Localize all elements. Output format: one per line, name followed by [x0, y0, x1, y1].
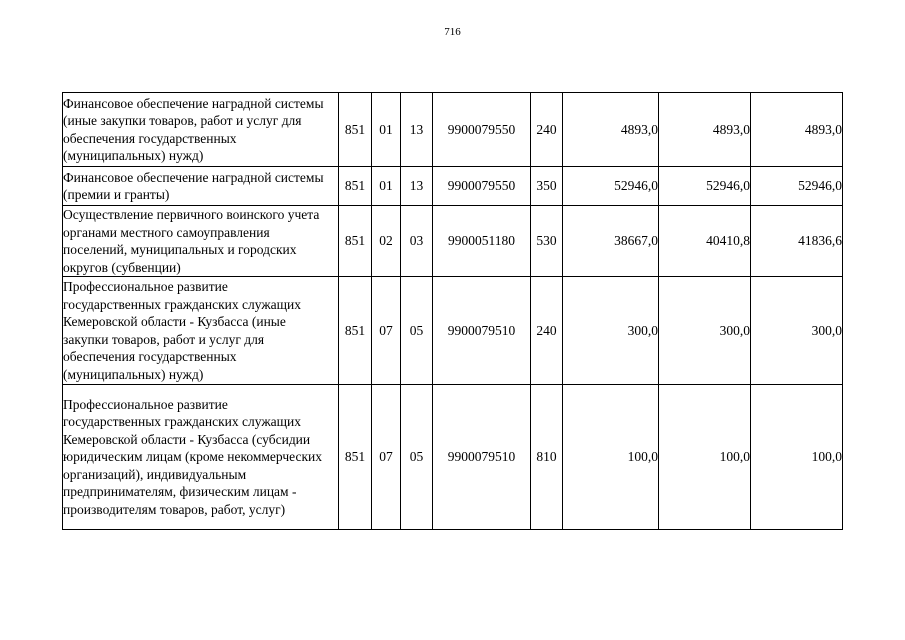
- amount-cell-3: 41836,6: [751, 206, 843, 277]
- table-row: [63, 167, 843, 206]
- amount-cell-3: 52946,0: [751, 167, 843, 206]
- description-line: предпринимателям, физическим лицам -: [63, 484, 297, 500]
- description-line: (муниципальных) нужд): [63, 148, 204, 163]
- expense-type-cell: 350: [531, 167, 563, 206]
- admin-code-cell: 851: [339, 167, 372, 206]
- description-line: (премии и гранты): [63, 187, 170, 202]
- expense-type-cell: 240: [531, 277, 563, 385]
- amount-cell-3: 300,0: [751, 277, 843, 385]
- description-line: государственных гражданских служащих: [63, 296, 302, 312]
- amount-cell-2: 300,0: [659, 277, 751, 385]
- target-article-cell: 9900079510: [433, 385, 531, 530]
- subsection-cell: 03: [401, 206, 433, 277]
- description-line: Финансовое обеспечение наградной системы: [63, 95, 324, 111]
- subsection-cell: 13: [401, 93, 433, 167]
- description-line: поселений, муниципальных и городских: [63, 242, 297, 257]
- table-row: [63, 206, 843, 277]
- admin-code-cell: 851: [339, 206, 372, 277]
- description-cell: [63, 385, 339, 530]
- description-cell: [63, 167, 339, 206]
- section-cell: 07: [372, 385, 401, 530]
- admin-code-cell: 851: [339, 277, 372, 385]
- amount-cell-1: 100,0: [563, 385, 659, 530]
- description-line: органами местного самоуправления: [63, 224, 270, 240]
- description-line: обеспечения государственных: [63, 130, 237, 146]
- expense-type-cell: 810: [531, 385, 563, 530]
- amount-cell-1: 52946,0: [563, 167, 659, 206]
- description-line: Профессиональное развитие: [63, 279, 228, 294]
- subsection-cell: 05: [401, 277, 433, 385]
- description-line: Кемеровской области - Кузбасса (иные: [63, 314, 286, 329]
- amount-cell-2: 4893,0: [659, 93, 751, 167]
- section-cell: 01: [372, 167, 401, 206]
- budget-table: [62, 92, 843, 530]
- amount-cell-3: 100,0: [751, 385, 843, 530]
- expense-type-cell: 240: [531, 93, 563, 167]
- description-line: обеспечения государственных: [63, 349, 237, 364]
- description-cell: [63, 277, 339, 385]
- amount-cell-2: 100,0: [659, 385, 751, 530]
- description-cell: [63, 206, 339, 277]
- target-article-cell: 9900079550: [433, 93, 531, 167]
- section-cell: 07: [372, 277, 401, 385]
- description-line: организаций), индивидуальным: [63, 466, 247, 482]
- section-cell: 02: [372, 206, 401, 277]
- target-article-cell: 9900079510: [433, 277, 531, 385]
- section-cell: 01: [372, 93, 401, 167]
- description-line: Финансовое обеспечение наградной системы: [63, 169, 324, 185]
- admin-code-cell: 851: [339, 385, 372, 530]
- description-cell: [63, 93, 339, 167]
- description-line: закупки товаров, работ и услуг для: [63, 331, 265, 347]
- description-line: производителям товаров, работ, услуг): [63, 501, 286, 517]
- target-article-cell: 9900051180: [433, 206, 531, 277]
- description-line: Кемеровской области - Кузбасса (субсидии: [63, 431, 311, 447]
- description-line: Осуществление первичного воинского учета: [63, 207, 320, 222]
- subsection-cell: 05: [401, 385, 433, 530]
- amount-cell-3: 4893,0: [751, 93, 843, 167]
- amount-cell-1: 300,0: [563, 277, 659, 385]
- description-line: округов (субвенции): [63, 259, 181, 275]
- description-line: юридическим лицам (кроме некоммерческих: [63, 449, 322, 465]
- target-article-cell: 9900079550: [433, 167, 531, 206]
- description-line: (иные закупки товаров, работ и услуг для: [63, 113, 302, 128]
- expense-type-cell: 530: [531, 206, 563, 277]
- table-row: [63, 277, 843, 385]
- amount-cell-1: 4893,0: [563, 93, 659, 167]
- description-line: Профессиональное развитие: [63, 396, 228, 412]
- description-line: государственных гражданских служащих: [63, 414, 302, 430]
- description-line: (муниципальных) нужд): [63, 366, 204, 382]
- table-row: [63, 93, 843, 167]
- amount-cell-2: 52946,0: [659, 167, 751, 206]
- table-row: [63, 385, 843, 530]
- admin-code-cell: 851: [339, 93, 372, 167]
- subsection-cell: 13: [401, 167, 433, 206]
- amount-cell-1: 38667,0: [563, 206, 659, 277]
- amount-cell-2: 40410,8: [659, 206, 751, 277]
- page-number: 716: [444, 26, 461, 38]
